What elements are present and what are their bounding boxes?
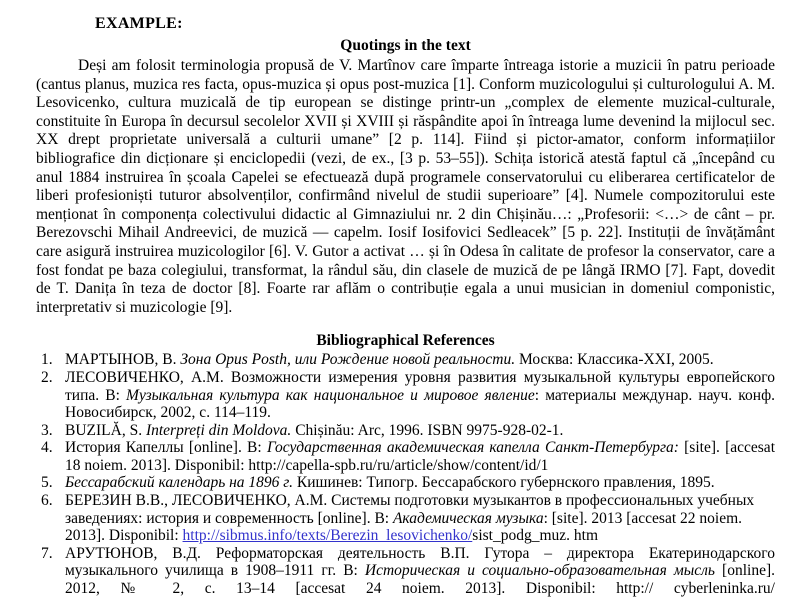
reference-text [65, 439, 775, 474]
reference-item [36, 439, 775, 474]
reference-number: 5. [41, 474, 53, 492]
reference-text-segment: История Капеллы [online]. В: [65, 439, 267, 457]
quotings-paragraph: Deși am folosit terminologia propusă de V. Martînov care împarte întreaga istorie a muzicii în patru perioade (cantus planus, muzica res facta, opus-muzica și opus post-muzica [1]. Conform muzicologului și culturologului A. M. Lesovicenko, cultura muzicală de tip european se distinge printr-un „complex de elemente muzical-culturale, constituite în Europa în decursul secolelor XVII și XVIII și răspândite apoi în întreaga lume devenind la mijlocul sec. XX drept proprietate universală a culturii umane” [2 p. 114]. Fiind și pictor-amator, conform informațiilor bibliografice din dicționare și enciclopedii (vezi, de ex., [3 p. 53–55]). Schița istorică atestă faptul că „începând cu anul 1884 instruirea în școala Capelei se efectuează după programele conservatorului cu eliberarea certificatelor de liberi profesioniști tuturor absolvenților, confirmând nivelul de studii superioare” [4]. Numele compozitorului este menționat în componența colectivului didactic al Gimnaziului nr. 2 din Chișinău…: „Profesorii: <…> de cânt – pr. Berezovschi Mihail Andreevici, de muzică — capelm. Iosif Iosifovici Sedleacek” [5 p. 22]. Instituții de învățământ care asigură instruirea muzicologilor [6]. V. Gutor a activat … și în Odesa în calitate de profesor la conservator, care a fost fondat pe baza colegiului, transformat, la rândul său, din clasele de muzică de pe lângă IRMO [7]. Fapt, dovedit de T. Danița în teza de doctor [8]. Foarte rar aflăm o contribuție egala a unui musician in domeniul componistic, interpretativ si muzicologie [9]. [36, 57, 775, 316]
reference-item [36, 369, 775, 422]
reference-title-italic: Академическая музыка [392, 509, 544, 527]
reference-text-segment: Москва: Классика-XXI, 2005. [515, 351, 714, 369]
reference-number: 1. [41, 351, 53, 369]
reference-link[interactable]: http://sibmus.info/texts/Berezin_lesovichenko/ [182, 527, 473, 545]
reference-item [36, 492, 775, 545]
reference-text [65, 492, 775, 545]
reference-title-italic: Историческая и социально-образовательная мысль [364, 562, 715, 580]
reference-text [65, 351, 775, 369]
reference-item [36, 545, 775, 598]
reference-text-segment: : [site]. 2013 [accesat 22 noiem. 2013]. Disponibil: [65, 509, 743, 545]
reference-text-segment: BUZILĂ, S. [65, 421, 146, 439]
reference-text-segment: БЕРЕЗИН В.В., ЛЕСОВИЧЕНКО, А.М. Системы подготовки музыкантов в профессиональных учебных заведениях: история и современность [online]. В: [65, 492, 755, 527]
reference-text-segment: Кишинев: Типогр. Бессарабского губернского правления, 1895. [293, 474, 715, 492]
reference-text-segment: ЛЕСОВИЧЕНКО, А.М. Возможности измерения уровня развития музыкальной культуры европейского типа. В: [65, 368, 775, 404]
reference-text [65, 545, 775, 598]
reference-number: 2. [41, 368, 53, 386]
reference-item [36, 474, 775, 492]
reference-text-segment: МАРТЫНОВ, В. [65, 351, 181, 369]
reference-text-segment: Chișinău: Arc, 1996. ISBN 9975-928-02-1. [291, 421, 564, 439]
reference-text-segment: : материалы междунар. науч. конф. Новосибирск, 2002, с. 114–119. [65, 386, 776, 422]
reference-title-italic: Interpreți din Moldova. [145, 421, 292, 439]
reference-text [65, 422, 775, 440]
reference-title-italic: Бессарабский календарь на 1896 г. [65, 474, 294, 492]
reference-text-segment: АРУТЮНОВ, В.Д. Реформаторская деятельность В.П. Гутора – директора Екатеринодарского музыкального училища в 1908–1911 гг. В: [65, 544, 775, 580]
reference-item [36, 351, 775, 369]
reference-text [65, 369, 775, 422]
references-list [36, 351, 775, 597]
reference-text [65, 474, 775, 492]
reference-item [36, 422, 775, 440]
reference-text-segment: sist_podg_muz. htm [472, 527, 599, 545]
quotings-heading: Quotings in the text [340, 37, 471, 54]
reference-number: 7. [41, 544, 53, 562]
reference-title-italic: Государственная академическая капелла Санкт-Петербурга: [266, 439, 679, 457]
reference-text-segment: [online]. 2012, № 2, с. 13–14 [accesat 24 noiem. 2013]. Disponibil: http:// cyberleninka.ru/ [65, 562, 775, 598]
reference-title-italic: Музыкальная культура как национальное и мировое явление [126, 386, 535, 404]
reference-title-italic: Зона Opus Posth, или Рождение новой реальности. [180, 351, 516, 369]
reference-text-segment: [site]. [accesat 18 noiem. 2013]. Disponibil: http://capella-spb.ru/ru/article/show/content/id/1 [65, 439, 775, 474]
reference-number: 6. [41, 492, 53, 510]
reference-number: 3. [41, 421, 53, 439]
example-label: EXAMPLE: [95, 15, 183, 32]
bibliographical-references-heading: Bibliographical References [316, 332, 495, 350]
reference-number: 4. [41, 439, 53, 457]
